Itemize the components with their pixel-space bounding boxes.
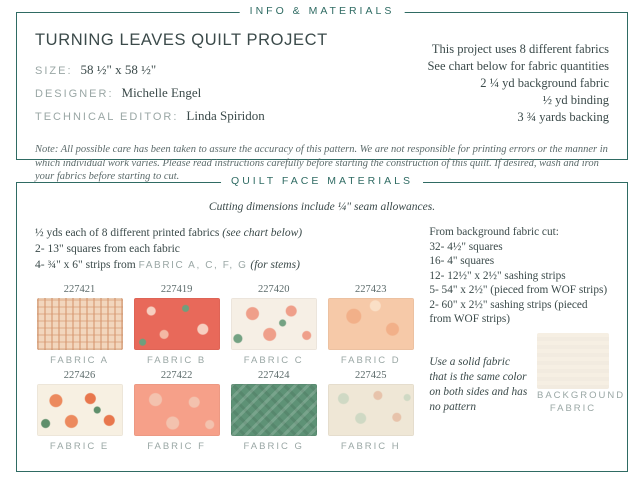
swatch-cell-e[interactable] [35, 370, 124, 452]
background-cut-line-2: 16- 4" squares [429, 255, 495, 267]
bullet-printed-fabrics-ital: (see chart below) [222, 227, 303, 239]
swatch-image-d [328, 298, 414, 350]
swatch-code-e: 227426 [63, 370, 96, 381]
bullet-printed-fabrics-text: ½ yds each of 8 different printed fabrics [35, 227, 223, 239]
swatch-label-c: FABRIC C [243, 355, 304, 366]
swatch-image-b [134, 298, 220, 350]
swatch-code-h: 227425 [355, 370, 387, 381]
swatch-label-a: FABRIC A [50, 355, 109, 366]
swatch-code-c: 227420 [257, 284, 290, 295]
swatch-image-g [231, 384, 317, 436]
page-title: TURNING LEAVES QUILT PROJECT [35, 31, 328, 49]
field-designer-value: Michelle Engel [121, 85, 202, 100]
materials-body [35, 225, 626, 452]
swatch-code-d: 227423 [355, 284, 387, 295]
fabric-count-line: This project uses 8 different fabrics [431, 42, 609, 56]
swatch-label-b: FABRIC B [146, 355, 207, 366]
info-left-column [35, 31, 356, 131]
swatch-cell-d[interactable] [326, 284, 415, 366]
materials-panel-title: QUILT FACE MATERIALS [221, 175, 423, 187]
swatch-image-c [231, 298, 317, 350]
field-size-value: 58 ½" x 58 ½" [80, 62, 157, 77]
swatch-image-h [328, 384, 414, 436]
materials-left-column [35, 225, 425, 452]
background-fabric-label: BACKGROUND FABRIC [536, 389, 626, 414]
bullet-squares-text: 2- 13" squares from each fabric [35, 243, 180, 255]
field-technical-editor-value: Linda Spiridon [186, 108, 265, 123]
bullet-stems-text: 4- ¾" x 6" strips from [35, 259, 139, 271]
swatch-code-f: 227422 [160, 370, 193, 381]
solid-fabric-note: Use a solid fabric that is the same color on both sides and has no pattern [429, 355, 528, 413]
field-designer-label: DESIGNER: [35, 88, 114, 100]
background-fabric-block [429, 333, 626, 415]
swatch-image-a [37, 298, 123, 350]
field-designer [35, 85, 356, 102]
swatch-code-a: 227421 [63, 284, 96, 295]
swatch-cell-h[interactable] [326, 370, 415, 452]
materials-right-column [425, 225, 626, 452]
swatch-code-g: 227424 [257, 370, 290, 381]
background-cut-line-1: 32- 4½" squares [429, 240, 503, 253]
disclaimer-note: Note: All possible care has been taken to assure the accuracy of this pattern. We are not responsible for printing errors or the manner in which individual work varies. Please read instructions carefully before starting the construction of this quilt. If desired, wash and iron your fabrics before starting to cut. [35, 144, 608, 182]
swatch-cell-f[interactable] [132, 370, 221, 452]
swatch-image-e [37, 384, 123, 436]
info-right-column [368, 31, 609, 131]
swatch-cell-g[interactable] [229, 370, 318, 452]
swatch-label-f: FABRIC F [147, 441, 206, 452]
backing-yardage-line: 3 ¾ yards backing [517, 110, 609, 124]
quilt-face-materials-panel [16, 175, 628, 472]
field-size [35, 62, 356, 79]
background-cut-line-5: 2- 60" x 2½" sashing strips (pieced from WOF strips) [429, 298, 588, 325]
background-fabric-swatch-cell[interactable] [536, 333, 626, 415]
background-yardage-line: 2 ¼ yd background fabric [480, 76, 609, 90]
info-panel-title: INFO & MATERIALS [240, 5, 405, 17]
background-cut-line-3: 12- 12½" x 2½" sashing strips [429, 269, 566, 282]
cutting-dimensions-note: Cutting dimensions include ¼" seam allowances. [208, 201, 436, 213]
swatch-cell-c[interactable] [229, 284, 318, 366]
bullet-stems-fabrics: FABRIC A, C, F, G [138, 260, 248, 271]
background-cut-heading: From background fabric cut: [429, 226, 559, 238]
bullet-stems-ital: (for stems) [247, 259, 300, 271]
materials-bullet-list [35, 225, 415, 274]
info-grid [35, 31, 609, 131]
field-size-label: SIZE: [35, 65, 73, 77]
fabric-swatch-grid [35, 284, 415, 452]
binding-yardage-line: ½ yd binding [542, 93, 609, 107]
field-technical-editor [35, 108, 356, 125]
swatch-cell-b[interactable] [132, 284, 221, 366]
swatch-label-g: FABRIC G [243, 441, 304, 452]
background-fabric-swatch [537, 333, 609, 389]
bullet-squares [35, 241, 415, 257]
swatch-cell-a[interactable] [35, 284, 124, 366]
fabric-chart-line: See chart below for fabric quantities [427, 59, 609, 73]
swatch-label-h: FABRIC H [340, 441, 401, 452]
swatch-code-b: 227419 [160, 284, 193, 295]
swatch-label-e: FABRIC E [49, 441, 110, 452]
bullet-printed-fabrics [35, 225, 415, 241]
swatch-image-f [134, 384, 220, 436]
bullet-stems [35, 257, 415, 274]
field-technical-editor-label: TECHNICAL EDITOR: [35, 111, 179, 123]
background-cut-line-4: 5- 54" x 2½" (pieced from WOF strips) [429, 284, 608, 296]
swatch-label-d: FABRIC D [340, 355, 401, 366]
